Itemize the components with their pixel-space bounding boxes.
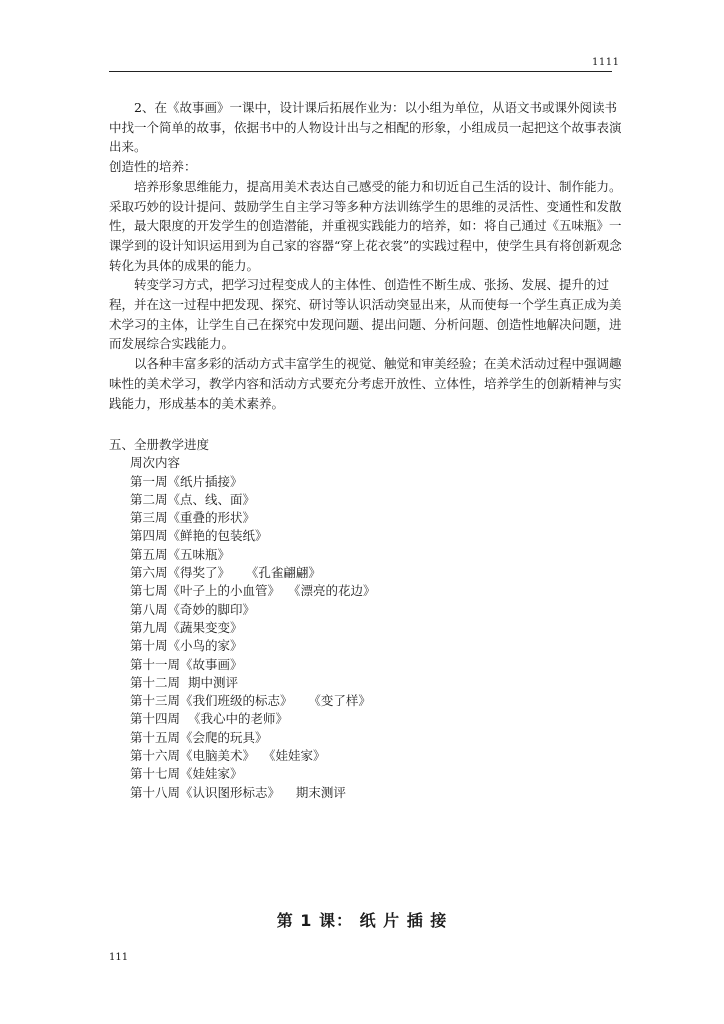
schedule-row: 第十五周《会爬的玩具》	[130, 729, 268, 745]
paragraph-thinking-ability: 培养形象思维能力，提高用美术表达自己感受的能力和切近自己生活的设计、制作能力。	[134, 178, 622, 194]
schedule-heading: 五、全册教学进度	[109, 437, 210, 452]
body-text	[109, 98, 624, 413]
header-page-number: 1111	[592, 57, 620, 68]
schedule-row: 第十八周《认识图形标志》 期末测评	[130, 784, 346, 800]
lesson-title: 第 1 课： 纸 片 插 接	[276, 911, 448, 930]
paragraph-creativity-heading: 创造性的培养：	[109, 159, 197, 175]
schedule-row: 第五周《五味瓶》	[130, 546, 231, 562]
paragraph-story-assignment: 2、在《故事画》一课中，设计课后拓展作业为：以小组为单位，从语文书或课外阅读书中找一个简单的故事，依据书中的人物设计出与之相配的形象，小组成员一起把这个故事表演出来。	[109, 100, 622, 155]
paragraph-learning-style: 转变学习方式，把学习过程变成人的主体性、创造性不断生成、张扬、发展、提升的过程，并在这一过程中把发现、探究、研讨等认识活动突显出来，从而使每一个学生真正成为美术学习的主体，让学生自己在探究中发现问题、提出问题、分析问题、创造性地解决问题，进而发展综合实践能力。	[109, 277, 622, 352]
schedule-row: 第十周《小鸟的家》	[130, 638, 243, 654]
header-rule	[109, 71, 612, 72]
schedule-row: 第十六周《电脑美术》 《娃娃家》	[130, 748, 326, 764]
schedule-row: 第十七周《娃娃家》	[130, 766, 243, 782]
schedule-row: 第十二周 期中测评	[130, 674, 238, 690]
paragraph-design-questions: 采取巧妙的设计提问、鼓励学生自主学习等多种方法训练学生的思维的灵活性、变通性和发散性，最大限度的开发学生的创造潜能，并重视实践能力的培养，如：将自己通过《五味瓶》一课学到的设计知识运用到为自己家的容器“穿上花衣裳”的实践过程中，使学生具有将创新观念转化为具体的成果的能力。	[109, 198, 622, 273]
schedule-row: 第十四周 《我心中的老师》	[130, 711, 288, 727]
footer-page-number: 111	[109, 952, 129, 963]
schedule-row: 第八周《奇妙的脚印》	[130, 601, 256, 617]
schedule-row: 第十三周《我们班级的标志》 《变了样》	[130, 693, 371, 709]
schedule-row: 第四周《鲜艳的包装纸》	[130, 528, 268, 544]
schedule-row: 第九周《蔬果变变》	[130, 619, 243, 635]
schedule-column-header: 周次内容	[130, 455, 181, 471]
schedule-row: 第三周《重叠的形状》	[130, 510, 256, 526]
teaching-schedule	[109, 436, 609, 802]
schedule-row: 第六周《得奖了》 《孔雀翩翩》	[130, 565, 321, 581]
paragraph-activities: 以各种丰富多彩的活动方式丰富学生的视觉、触觉和审美经验；在美术活动过程中强调趣味性的美术学习，教学内容和活动方式要充分考虑开放性、立体性，培养学生的创新精神与实践能力，形成基本的美术素养。	[109, 356, 622, 411]
schedule-row: 第一周《纸片插接》	[130, 473, 243, 489]
schedule-row: 第十一周《故事画》	[130, 656, 243, 672]
schedule-row: 第二周《点、线、面》	[130, 491, 256, 507]
schedule-row: 第七周《叶子上的小血管》 《漂亮的花边》	[130, 583, 376, 599]
